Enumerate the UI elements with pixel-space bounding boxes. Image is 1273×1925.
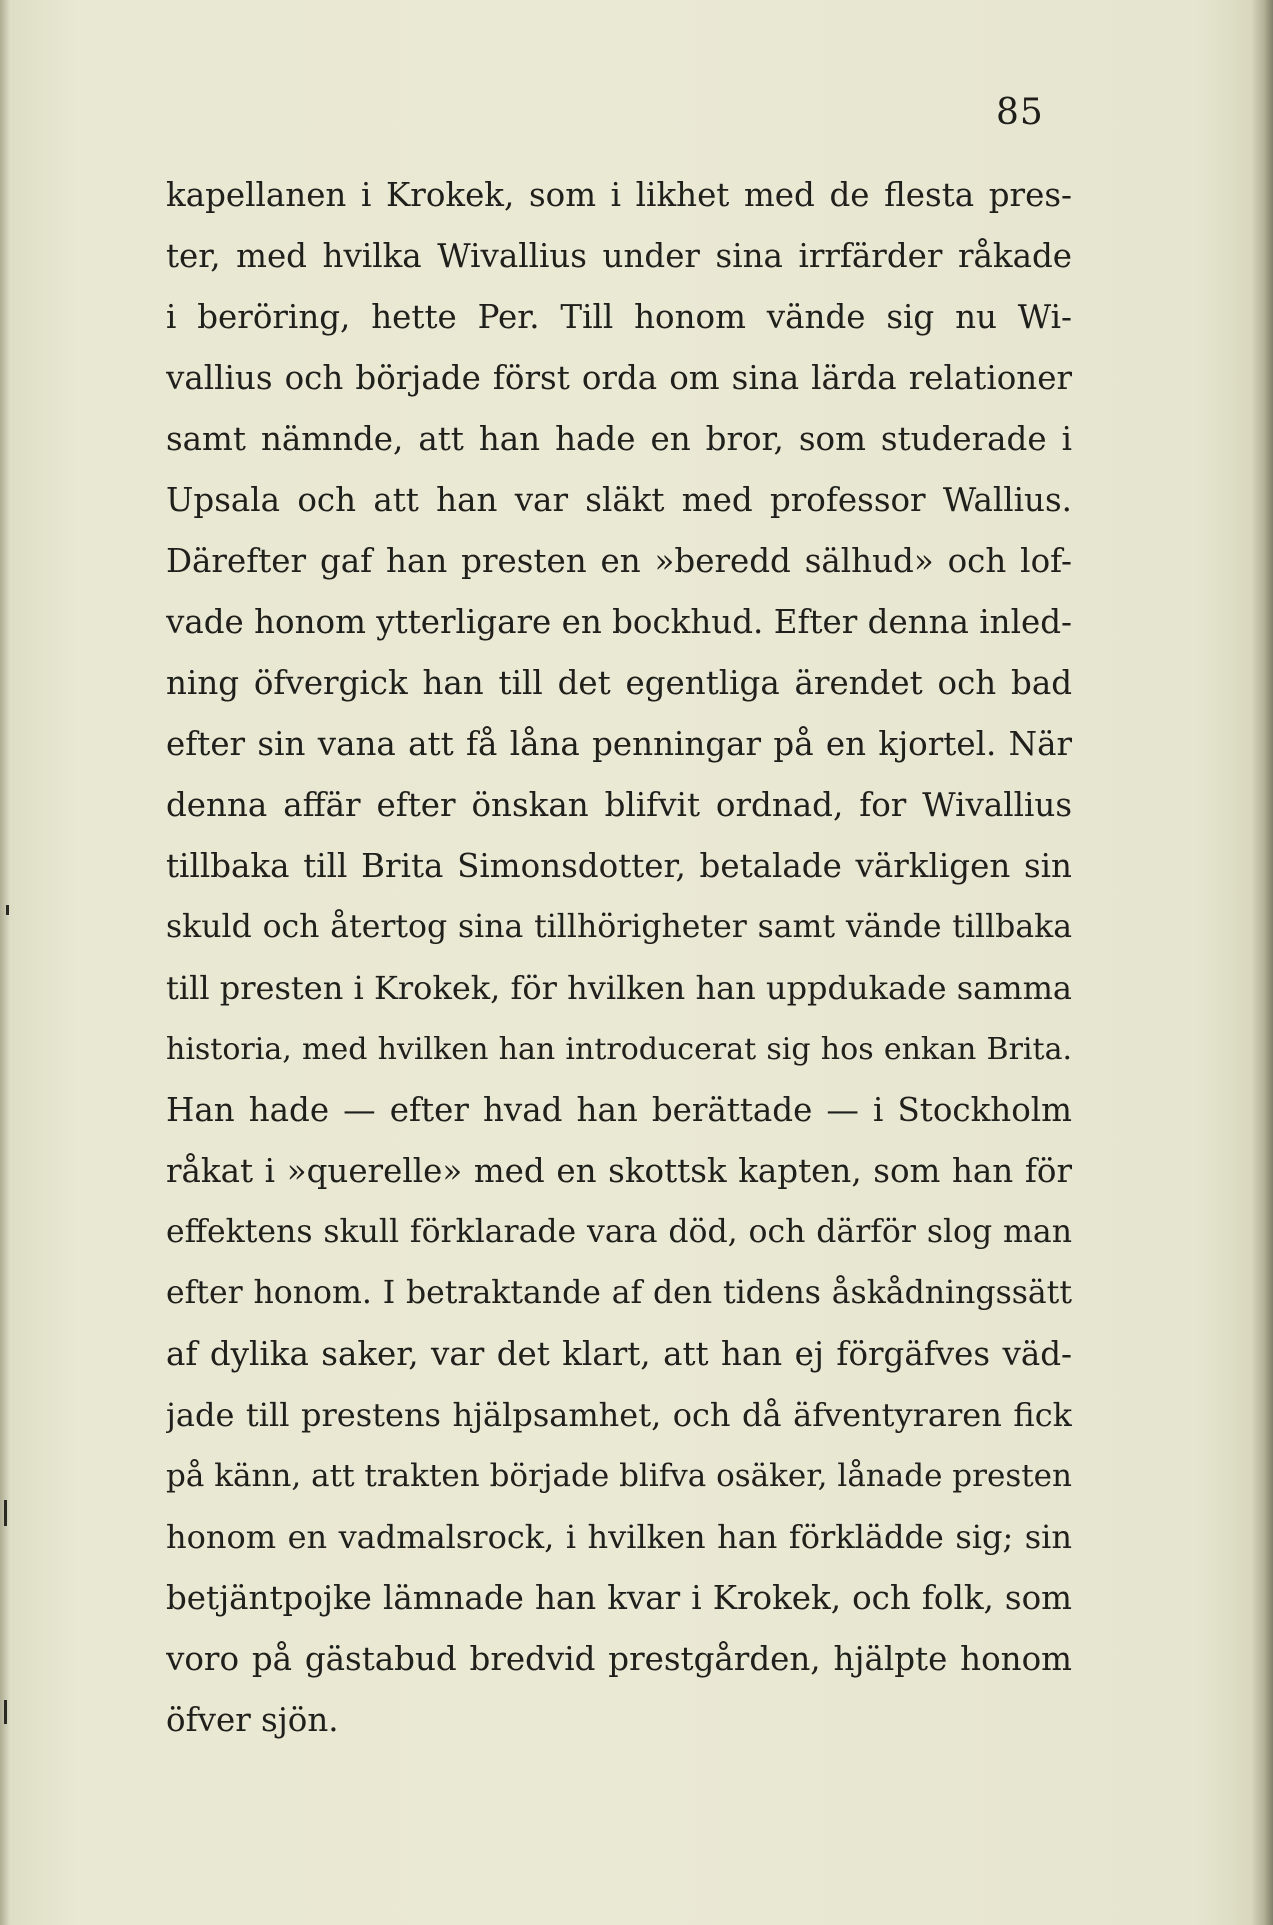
text-line: honom en vadmalsrock, i hvilken han förklädde sig; sin: [166, 1518, 1072, 1556]
text-line: af dylika saker, var det klart, att han ej förgäfves väd-: [166, 1335, 1072, 1373]
text-line: denna affär efter önskan blifvit ordnad, for Wivallius: [166, 786, 1072, 824]
text-line: samt nämnde, att han hade en bror, som studerade i: [166, 420, 1072, 458]
text-line: voro på gästabud bredvid prestgården, hjälpte honom: [166, 1640, 1072, 1678]
margin-mark: [4, 1500, 7, 1526]
text-line: historia, med hvilken han introducerat sig hos enkan Brita.: [166, 1032, 1072, 1067]
margin-mark: [6, 905, 9, 915]
page-right-edge-shadow: [1251, 0, 1273, 1925]
text-line: ter, med hvilka Wivallius under sina irrfärder råkade: [166, 237, 1072, 275]
page-number: 85: [996, 92, 1044, 133]
text-line: Han hade — efter hvad han berättade — i Stockholm: [166, 1091, 1072, 1129]
text-line: vade honom ytterligare en bockhud. Efter denna inled-: [166, 603, 1072, 641]
text-line: efter sin vana att få låna penningar på en kjortel. När: [166, 725, 1072, 763]
text-line: effektens skull förklarade vara död, och därför slog man: [166, 1214, 1072, 1250]
text-line: ning öfvergick han till det egentliga ärendet och bad: [166, 664, 1072, 702]
text-line: Upsala och att han var släkt med professor Wallius.: [166, 481, 1072, 519]
text-line: kapellanen i Krokek, som i likhet med de flesta pres-: [166, 176, 1072, 214]
text-line: betjäntpojke lämnade han kvar i Krokek, och folk, som: [166, 1579, 1072, 1617]
text-line: tillbaka till Brita Simonsdotter, betalade värkligen sin: [166, 847, 1072, 885]
text-line: på känn, att trakten började blifva osäker, lånade presten: [166, 1458, 1072, 1494]
margin-mark: [4, 1700, 7, 1724]
text-line: efter honom. I betraktande af den tidens åskådningssätt: [166, 1275, 1072, 1311]
text-line: Därefter gaf han presten en »beredd sälhud» och lof-: [166, 542, 1072, 580]
text-line: till presten i Krokek, för hvilken han uppdukade samma: [166, 969, 1072, 1007]
body-text: [166, 165, 1072, 1751]
text-line: i beröring, hette Per. Till honom vände sig nu Wi-: [166, 298, 1072, 336]
text-line: vallius och började först orda om sina lärda relationer: [166, 359, 1072, 397]
text-line: jade till prestens hjälpsamhet, och då äfventyraren fick: [166, 1396, 1072, 1434]
page-left-edge-shadow: [0, 0, 10, 1925]
text-line-last: öfver sjön.: [166, 1701, 339, 1739]
text-line: råkat i »querelle» med en skottsk kapten, som han för: [166, 1152, 1072, 1190]
text-line: skuld och återtog sina tillhörigheter samt vände tillbaka: [166, 909, 1072, 945]
